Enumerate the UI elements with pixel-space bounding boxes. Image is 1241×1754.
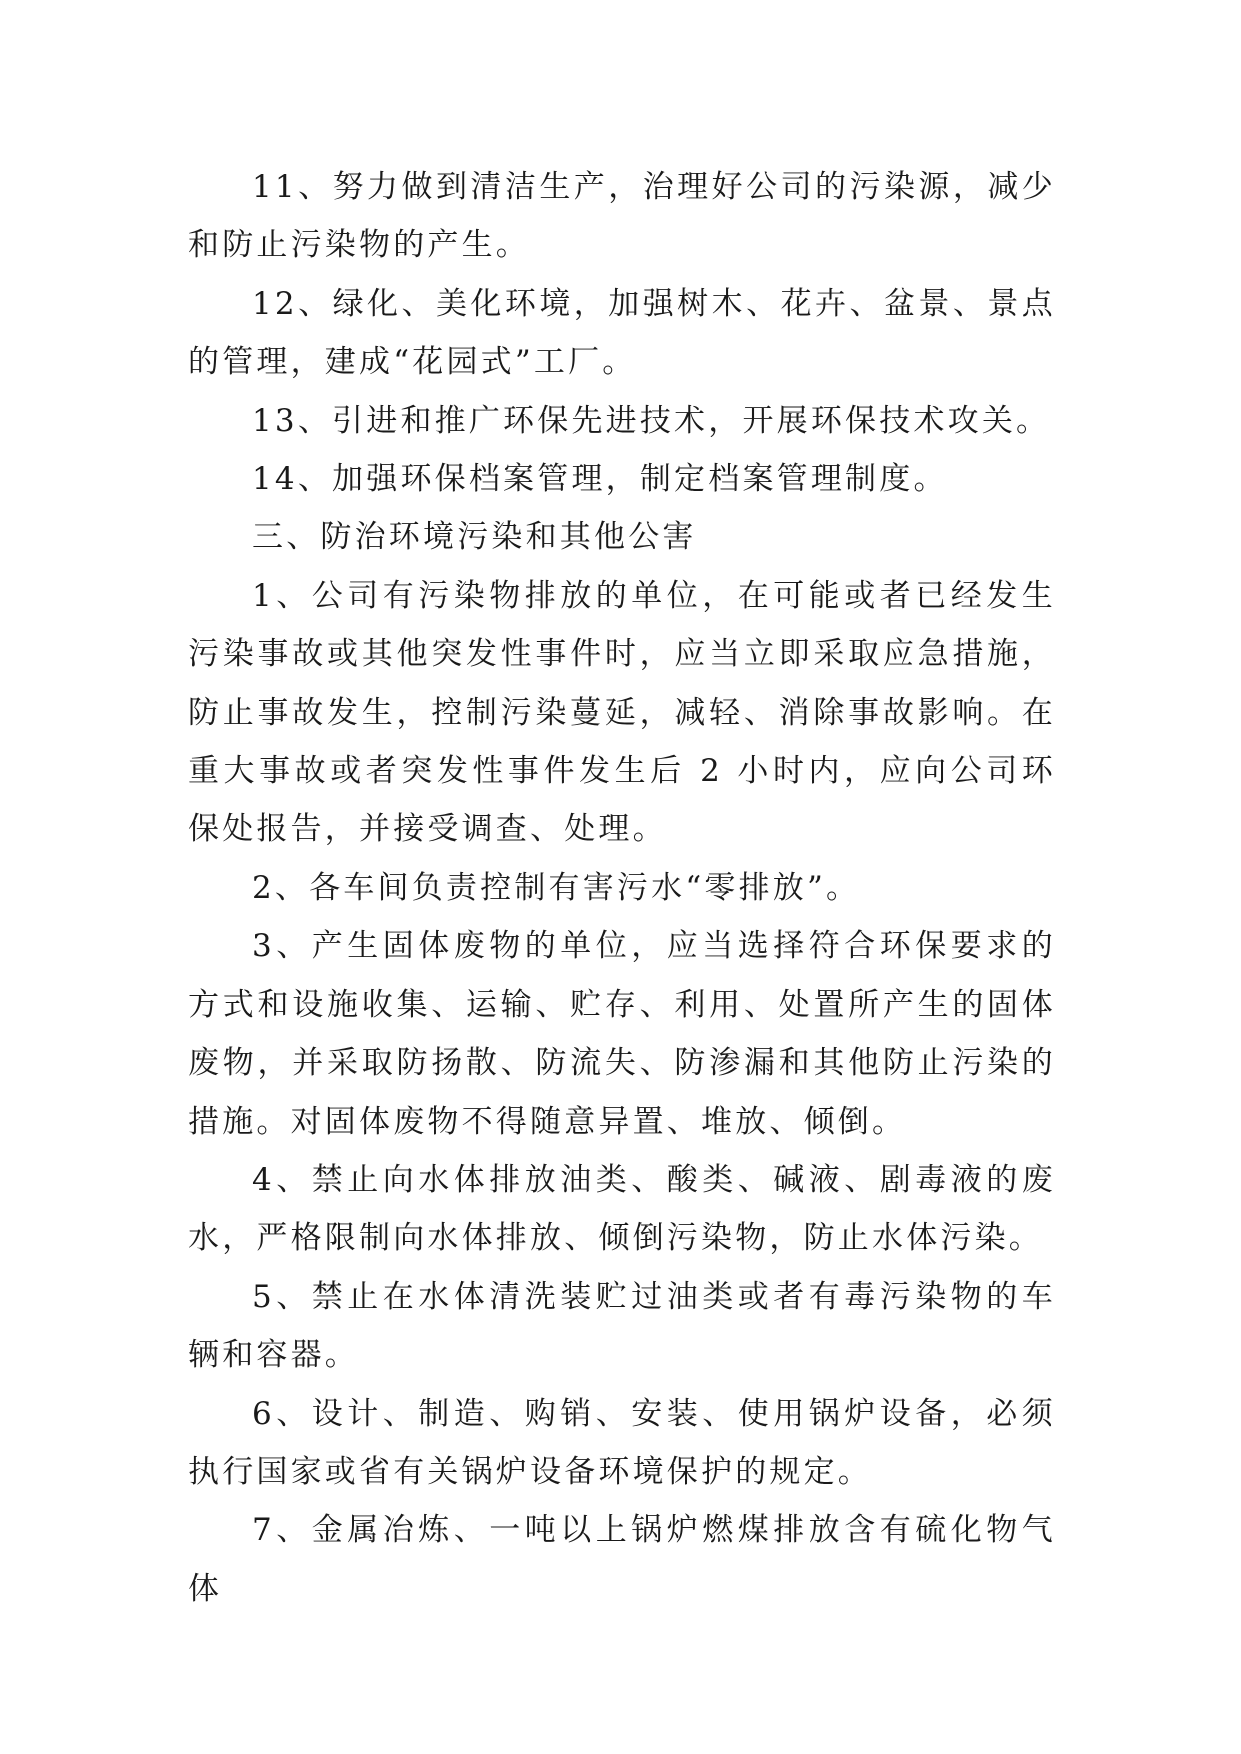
paragraph-item-12: 12、绿化、美化环境，加强树木、花卉、盆景、景点的管理，建成“花园式”工厂。	[188, 285, 1056, 381]
paragraph-item-14: 14、加强环保档案管理，制定档案管理制度。	[252, 461, 948, 498]
paragraph-item-7: 7、金属冶炼、一吨以上锅炉燃煤排放含有硫化物气体	[188, 1512, 1056, 1607]
paragraph-item-2: 2、各车间负责控制有害污水“零排放”。	[252, 869, 861, 906]
paragraph-item-1: 1、公司有污染物排放的单位，在可能或者已经发生污染事故或其他突发性事件时，应当立即采取应急措施，防止事故发生，控制污染蔓延，减轻、消除事故影响。在重大事故或者突发性事件发生后 2 小时内，应向公司环保处报告，并接受调查、处理。	[188, 577, 1056, 848]
paragraph-item-4: 4、禁止向水体排放油类、酸类、碱液、剧毒液的废水，严格限制向水体排放、倾倒污染物，防止水体污染。	[188, 1161, 1056, 1257]
section-heading-3: 三、防治环境污染和其他公害	[252, 519, 697, 556]
paragraph-item-3: 3、产生固体废物的单位，应当选择符合环保要求的方式和设施收集、运输、贮存、利用、处置所产生的固体废物，并采取防扬散、防流失、防渗漏和其他防止污染的措施。对固体废物不得随意异置、堆放、倾倒。	[188, 928, 1056, 1140]
document-body	[188, 158, 1056, 1618]
paragraph-item-13: 13、引进和推广环保先进技术，开展环保技术攻关。	[252, 402, 1051, 439]
paragraph-item-5: 5、禁止在水体清洗装贮过油类或者有毒污染物的车辆和容器。	[188, 1278, 1056, 1374]
paragraph-item-11: 11、努力做到清洁生产，治理好公司的污染源，减少和防止污染物的产生。	[188, 169, 1056, 264]
paragraph-item-6: 6、设计、制造、购销、安装、使用锅炉设备，必须执行国家或省有关锅炉设备环境保护的规定。	[188, 1395, 1056, 1490]
